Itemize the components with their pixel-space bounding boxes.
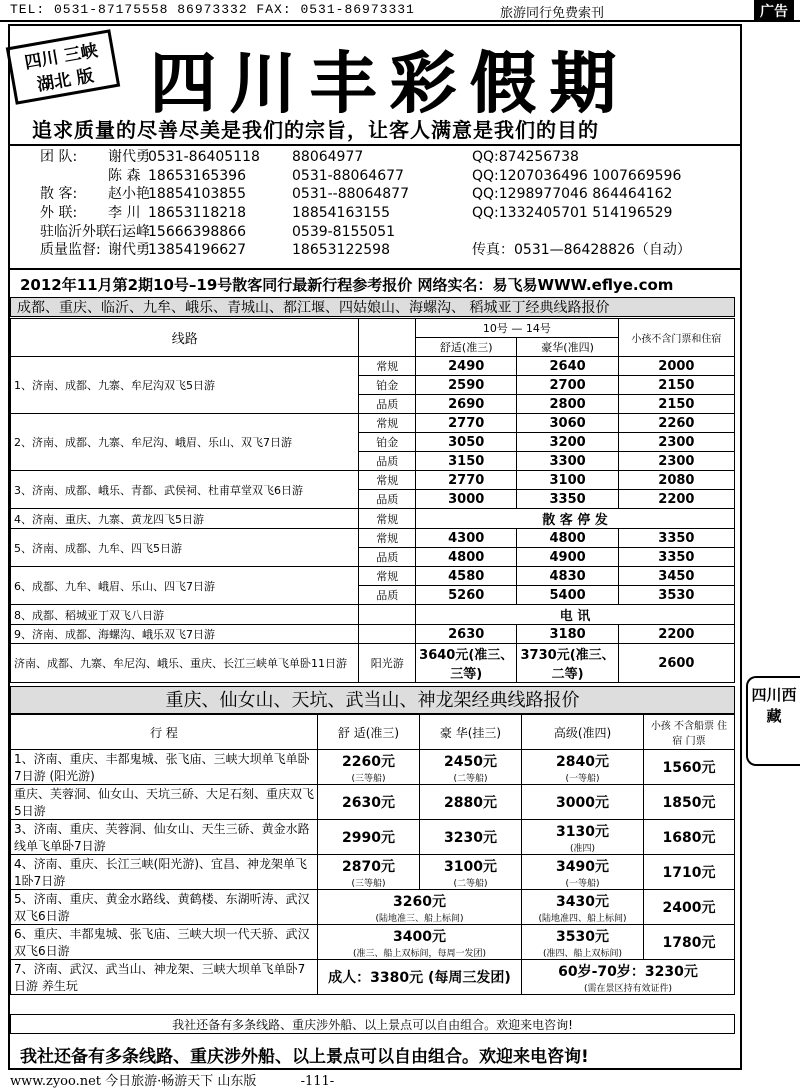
price-premium: 3430元 (陆地准四、船上标间) <box>522 890 644 925</box>
footer-site: www.zyoo.net 今日旅游·畅游天下 山东版 <box>10 1074 257 1089</box>
contact-qq: QQ:1298977046 864464162 <box>472 186 673 203</box>
contact-phone: 13854196627 <box>148 242 246 259</box>
price-comfort: 2490 <box>416 357 517 376</box>
price-comfort: 2630元 <box>318 785 420 820</box>
price-kid: 2400元 <box>644 890 735 925</box>
price-luxury: 2880元 <box>420 785 522 820</box>
route-name: 9、济南、成都、海螺沟、峨乐双飞7日游 <box>11 625 359 644</box>
price-kid: 3350 <box>618 529 734 548</box>
price-premium: 2840元 (一等船) <box>522 750 644 785</box>
price-kid: 2300 <box>618 452 734 471</box>
header-contact: TEL: 0531-87175558 86973332 FAX: 0531-86973331 <box>10 2 415 17</box>
price-row <box>11 644 735 683</box>
head-route: 线路 <box>11 319 359 357</box>
price-row <box>11 820 735 855</box>
itinerary: 6、重庆、丰都鬼城、张飞庙、三峡大坝一代天骄、武汉双飞6日游 <box>11 925 318 960</box>
head-luxury: 豪华(准四) <box>517 338 618 357</box>
price-kid: 3450 <box>618 567 734 586</box>
price-row <box>11 605 735 625</box>
contact-qq: QQ:1207036496 1007669596 <box>472 167 682 184</box>
price-comfort: 3400元 (准三、船上双标间，每周一发团) <box>318 925 522 960</box>
head-level <box>359 319 416 357</box>
price-kid: 1850元 <box>644 785 735 820</box>
contact-phone-2: 0531--88064877 <box>292 186 409 203</box>
price-comfort: 5260 <box>416 586 517 605</box>
price-kid: 2200 <box>618 490 734 509</box>
head-kid: 小孩 不含船票 住宿 门票 <box>644 715 735 750</box>
contact-name: 赵小艳 <box>108 186 150 203</box>
price-premium: 3490元 (一等船) <box>522 855 644 890</box>
level <box>359 605 416 625</box>
price-row <box>11 925 735 960</box>
price-luxury: 5400 <box>517 586 618 605</box>
chongqing-price-table <box>10 714 735 995</box>
contact-phone-2: 0539-8155051 <box>292 223 396 240</box>
section2-title: 重庆、仙女山、天坑、武当山、神龙架经典线路报价 <box>10 686 735 714</box>
level: 品质 <box>359 395 416 414</box>
contact-label: 团 队: <box>40 149 78 165</box>
price-row <box>11 529 735 548</box>
contact-phone: 18854103855 <box>148 186 246 203</box>
price-kid: 1560元 <box>644 750 735 785</box>
head-date: 10号 — 14号 <box>416 319 619 338</box>
price-comfort: 2260元 (三等船) <box>318 750 420 785</box>
level: 常规 <box>359 357 416 376</box>
head-comfort: 舒适(准三) <box>416 338 517 357</box>
agency-logo: 四川丰彩假期 <box>150 44 630 122</box>
price-comfort: 4300 <box>416 529 517 548</box>
price-row <box>11 567 735 586</box>
price-luxury: 3300 <box>517 452 618 471</box>
price-kid: 2150 <box>618 376 734 395</box>
price-row <box>11 960 735 995</box>
price-comfort: 3150 <box>416 452 517 471</box>
price-kid: 2260 <box>618 414 734 433</box>
price-comfort: 成人：3380元 (每周三发团) <box>318 960 522 995</box>
contact-name: 陈 森 <box>108 167 141 184</box>
head-premium: 高级(准四) <box>522 715 644 750</box>
price-row <box>11 890 735 925</box>
itinerary: 5、济南、重庆、黄金水路线、黄鹤楼、东湖听涛、武汉双飞6日游 <box>11 890 318 925</box>
route-name: 1、济南、成都、九寨、牟尼沟双飞5日游 <box>11 357 359 414</box>
price-kid: 1710元 <box>644 855 735 890</box>
price-row <box>11 625 735 644</box>
level: 常规 <box>359 471 416 490</box>
price-luxury: 2640 <box>517 357 618 376</box>
price-luxury: 4800 <box>517 529 618 548</box>
price-luxury: 3350 <box>517 490 618 509</box>
price-premium: 3530元 (准四、船上双标间) <box>522 925 644 960</box>
top-bar <box>0 0 800 22</box>
contact-label: 质量监督: <box>40 242 101 259</box>
slogan: 追求质量的尽善尽美是我们的宗旨，让客人满意是我们的目的 <box>32 118 599 142</box>
contact-phone-2: 18854163155 <box>292 205 390 222</box>
price-luxury: 3060 <box>517 414 618 433</box>
price-kid: 2000 <box>618 357 734 376</box>
contact-phone: 0531-86405118 <box>148 149 260 165</box>
itinerary: 1、济南、重庆、丰都鬼城、张飞庙、三峡大坝单飞单卧7日游 (阳光游) <box>11 750 318 785</box>
contact-phone: 18653165396 <box>148 167 246 184</box>
price-luxury: 3230元 <box>420 820 522 855</box>
price-comfort: 2630 <box>416 625 517 644</box>
route-name: 6、成都、九牟、峨眉、乐山、四飞7日游 <box>11 567 359 605</box>
issue-headline: 2012年11月第2期10号–19号散客同行最新行程参考报价 网络实名：易飞易WWW.eflye.com <box>20 276 674 294</box>
price-comfort: 3000 <box>416 490 517 509</box>
price-comfort: 2770 <box>416 414 517 433</box>
price-note: 散 客 停 发 <box>416 509 735 529</box>
price-luxury: 4830 <box>517 567 618 586</box>
price-row <box>11 357 735 376</box>
price-premium: 3130元 (准四) <box>522 820 644 855</box>
price-row <box>11 471 735 490</box>
price-comfort: 2690 <box>416 395 517 414</box>
itinerary: 4、济南、重庆、长江三峡(阳光游)、宜昌、神龙架单飞1卧7日游 <box>11 855 318 890</box>
header-catalog-note: 旅游同行免费索刊 <box>500 6 605 21</box>
price-comfort: 3260元 (陆地准三、船上标间) <box>318 890 522 925</box>
contact-label: 散 客: <box>40 186 78 203</box>
contact-label: 驻临沂外联: <box>40 223 115 240</box>
contact-name: 谢代勇 <box>108 149 150 165</box>
price-luxury: 3730元(准三、二等) <box>517 644 618 683</box>
price-kid: 2600 <box>618 644 734 683</box>
price-luxury: 2800 <box>517 395 618 414</box>
level: 常规 <box>359 567 416 586</box>
price-comfort: 3640元(准三、三等) <box>416 644 517 683</box>
contact-qq: QQ:874256738 <box>472 149 579 165</box>
price-comfort: 2870元 (三等船) <box>318 855 420 890</box>
price-comfort: 4800 <box>416 548 517 567</box>
price-comfort: 4580 <box>416 567 517 586</box>
head-itinerary: 行 程 <box>11 715 318 750</box>
level: 品质 <box>359 490 416 509</box>
note-bar: 我社还备有多条线路、重庆涉外船、以上景点可以自由组合。欢迎来电咨询! <box>10 1014 735 1034</box>
price-comfort: 3050 <box>416 433 517 452</box>
stamp-line-2: 湖北 版 <box>35 65 96 96</box>
contact-name: 李 川 <box>108 205 141 222</box>
route-name: 2、济南、成都、九寨、牟尼沟、峨眉、乐山、双飞7日游 <box>11 414 359 471</box>
divider <box>8 268 742 270</box>
contact-qq: QQ:1332405701 514196529 <box>472 205 673 222</box>
level: 阳光游 <box>359 644 416 683</box>
price-kid: 2080 <box>618 471 734 490</box>
price-luxury: 3100 <box>517 471 618 490</box>
level: 常规 <box>359 509 416 529</box>
price-luxury: 2700 <box>517 376 618 395</box>
price-note: 电 讯 <box>416 605 735 625</box>
ad-tag: 广告 <box>754 0 794 22</box>
sichuan-price-table <box>10 318 735 683</box>
stamp-line-1: 四川 三峡 <box>23 40 100 74</box>
price-kid: 2200 <box>618 625 734 644</box>
level: 品质 <box>359 548 416 567</box>
price-comfort: 2990元 <box>318 820 420 855</box>
price-kid: 2300 <box>618 433 734 452</box>
page-number: -111- <box>300 1074 335 1089</box>
route-name: 4、济南、重庆、九寨、黄龙四飞5日游 <box>11 509 359 529</box>
contact-phone: 18653118218 <box>148 205 246 222</box>
route-name: 3、济南、成都、峨乐、青都、武侯祠、杜甫草堂双飞6日游 <box>11 471 359 509</box>
route-name: 8、成都、稻城亚丁双飞八日游 <box>11 605 359 625</box>
price-row <box>11 750 735 785</box>
price-kid: 3530 <box>618 586 734 605</box>
contact-name: 谢代勇 <box>108 242 150 259</box>
price-kid: 1680元 <box>644 820 735 855</box>
price-luxury: 3200 <box>517 433 618 452</box>
head-comfort: 舒 适(准三) <box>318 715 420 750</box>
price-luxury: 2450元 (二等船) <box>420 750 522 785</box>
contact-label: 外 联: <box>40 205 78 222</box>
level: 铂金 <box>359 376 416 395</box>
price-comfort: 2590 <box>416 376 517 395</box>
contact-fax: 传真：0531—86428826（自动） <box>472 242 691 259</box>
level: 常规 <box>359 529 416 548</box>
bottom-slogan: 我社还备有多条线路、重庆涉外船、以上景点可以自由组合。欢迎来电咨询! <box>20 1047 589 1067</box>
price-luxury: 3180 <box>517 625 618 644</box>
price-luxury: 3100元 (二等船) <box>420 855 522 890</box>
price-premium: 60岁-70岁：3230元 (需在景区持有效证件) <box>522 960 735 995</box>
contact-phone-2: 0531-88064677 <box>292 167 404 184</box>
contact-phone: 15666398866 <box>148 223 246 240</box>
contact-phone-2: 18653122598 <box>292 242 390 259</box>
price-kid: 3350 <box>618 548 734 567</box>
price-premium: 3000元 <box>522 785 644 820</box>
price-kid: 1780元 <box>644 925 735 960</box>
route-name: 济南、成都、九寨、牟尼沟、峨乐、重庆、长江三峡单飞单卧11日游 <box>11 644 359 683</box>
contact-name: 石运峰 <box>108 223 150 240</box>
price-kid: 2150 <box>618 395 734 414</box>
level: 铂金 <box>359 433 416 452</box>
itinerary: 3、济南、重庆、芙蓉洞、仙女山、天生三硚、黄金水路线单飞单卧7日游 <box>11 820 318 855</box>
itinerary: 重庆、芙蓉洞、仙女山、天坑三硚、大足石刻、重庆双飞5日游 <box>11 785 318 820</box>
level: 常规 <box>359 414 416 433</box>
side-tab[interactable]: 四川西藏 <box>746 676 800 766</box>
head-luxury: 豪 华(挂三) <box>420 715 522 750</box>
level <box>359 625 416 644</box>
price-row <box>11 785 735 820</box>
price-row <box>11 855 735 890</box>
price-luxury: 4900 <box>517 548 618 567</box>
level: 品质 <box>359 586 416 605</box>
head-kid: 小孩不含门票和住宿 <box>618 319 734 357</box>
footer <box>10 1070 334 1089</box>
contact-phone-2: 88064977 <box>292 149 364 165</box>
price-comfort: 2770 <box>416 471 517 490</box>
route-name: 5、济南、成都、九牟、四飞5日游 <box>11 529 359 567</box>
level: 品质 <box>359 452 416 471</box>
divider <box>8 144 742 146</box>
itinerary: 7、济南、武汉、武当山、神龙架、三峡大坝单飞单卧7日游 养生玩 <box>11 960 318 995</box>
price-row <box>11 414 735 433</box>
price-row <box>11 509 735 529</box>
section1-title: 成都、重庆、临沂、九牟、峨乐、青城山、都江堰、四姑娘山、海螺沟、 稻城亚丁经典线路报价 <box>10 297 735 317</box>
